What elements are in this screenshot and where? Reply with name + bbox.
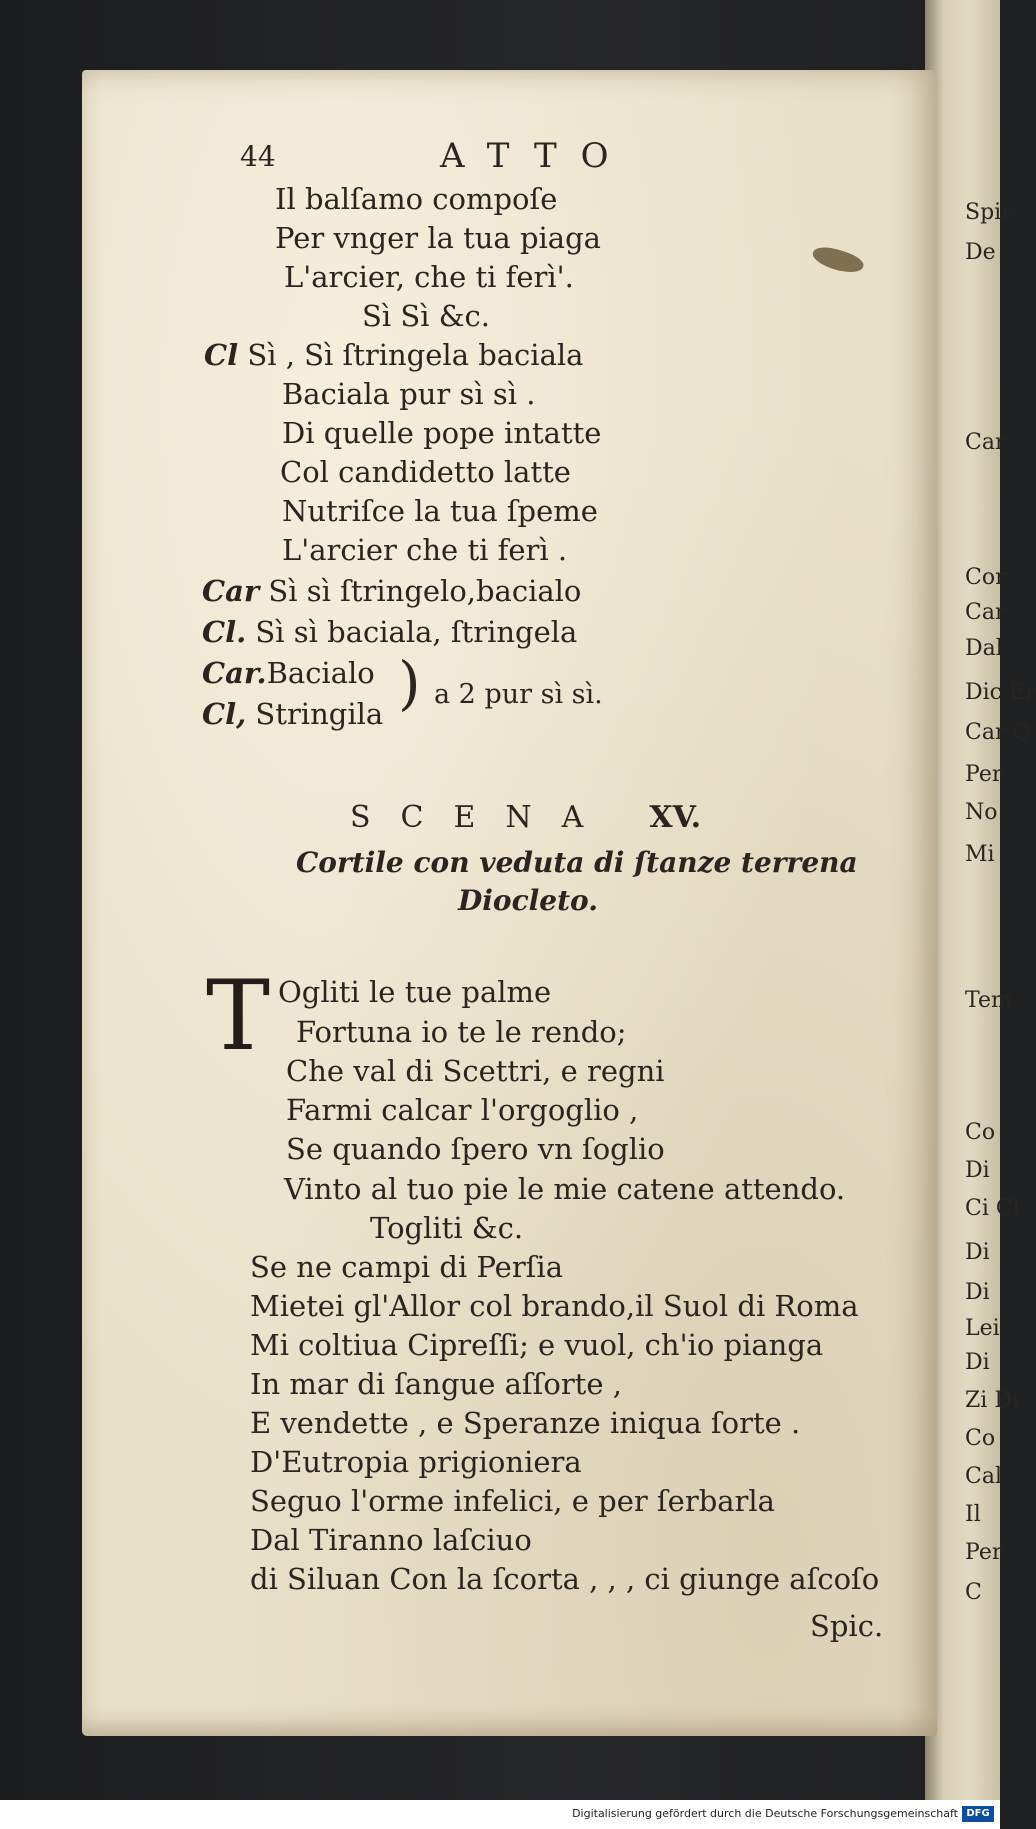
facing-page-fragment: Dic Er (965, 680, 1036, 705)
scene-heading (350, 800, 701, 835)
speech-line: Se quando ſpero vn ſoglio (286, 1132, 665, 1166)
drop-cap: T (206, 960, 271, 1072)
speaker-tag: Cl. (202, 615, 247, 649)
verse-line: Car Sì sì ſtringelo,bacialo (202, 574, 582, 608)
catchword: Spic. (810, 1609, 884, 1643)
facing-page-fragment: C (965, 1580, 982, 1605)
facing-page-fragment: Zi Di (965, 1388, 1019, 1413)
scene-label: SCENA (350, 800, 614, 835)
facing-page-fragment: Cor (965, 565, 1006, 590)
facing-page-fragment: Per (965, 1540, 1003, 1565)
running-head-title: ATTO (440, 136, 633, 176)
speech-line: Mietei gl'Allor col brando,il Suol di Roma (250, 1289, 859, 1323)
facing-page-fragment: No (965, 800, 998, 825)
facing-page-fragment: Cal (965, 1464, 1002, 1489)
facing-page-fragment: Di (965, 1280, 990, 1305)
speech-line: E vendette , e Speranze iniqua ſorte . (250, 1406, 801, 1440)
facing-page-fragment: Lei (965, 1316, 1000, 1341)
duet-shared-line: a 2 pur sì sì. (434, 679, 603, 710)
facing-page-fragment: Co (965, 1426, 996, 1451)
facing-page-fragment: Dal (965, 636, 1003, 661)
scene-number: XV. (649, 800, 702, 835)
facing-page-fragment: Di (965, 1350, 990, 1375)
verse-line: Di quelle pope intatte (282, 416, 602, 450)
footer-credit: Digitalisierung gefördert durch die Deutsche Forschungsgemeinschaft (572, 1807, 958, 1820)
duet-line: Car.Bacialo (202, 656, 375, 690)
speech-line: Ogliti le tue palme (278, 975, 552, 1009)
digitization-footer (0, 1800, 1000, 1829)
speech-line: In mar di ſangue aſſorte , (250, 1367, 622, 1401)
scene-character: Diocleto. (458, 884, 598, 917)
facing-page-fragment: Car (965, 600, 1006, 625)
speaker-tag: Car (202, 574, 260, 608)
speech-line: Fortuna io te le rendo; (296, 1015, 627, 1049)
verse-line: Col candidetto latte (280, 455, 571, 489)
verse-line: Nutriſce la tua ſpeme (282, 494, 598, 528)
dfg-logo: DFG (962, 1806, 994, 1822)
speaker-tag: Car. (202, 656, 267, 690)
facing-page-fragment: Mi (965, 842, 995, 867)
facing-page-fragment: De (965, 240, 996, 265)
facing-page-fragment: Di (965, 1158, 990, 1183)
scene-setting: Cortile con veduta di ſtanze terrena (296, 846, 858, 879)
speech-line: Togliti &c. (370, 1211, 524, 1245)
duet-line: Cl, Stringila (202, 697, 384, 731)
facing-page-fragment: Car (965, 430, 1006, 455)
facing-page-fragment: Tem (965, 988, 1012, 1013)
verse-line: Il balſamo compoſe (275, 182, 558, 216)
speaker-tag: Cl, (202, 697, 247, 731)
verse-line: Cl. Sì sì baciala, ſtringela (202, 615, 578, 649)
verse-line: Sì Sì &c. (362, 299, 490, 333)
verse-line: L'arcier che ti ferì . (282, 533, 568, 567)
speaker-tag: Cl (204, 338, 239, 372)
speech-line: D'Eutropia prigioniera (250, 1445, 582, 1479)
brace-mark: ) (398, 649, 421, 717)
verse-line: L'arcier, che ti ferì'. (284, 260, 574, 294)
facing-page-fragment: Co (965, 1120, 996, 1145)
page-number: 44 (240, 140, 276, 173)
verse-line: Per vnger la tua piaga (275, 221, 601, 255)
speech-line: Dal Tiranno laſciuo (250, 1523, 532, 1557)
facing-page-fragment: Car Q (965, 720, 1031, 745)
facing-page-fragment: Per (965, 762, 1003, 787)
speech-line: di Siluan Con la ſcorta , , , ci giunge aſcoſo (250, 1562, 880, 1596)
facing-page-fragment: Spir (965, 200, 1012, 225)
facing-page-fragment: Il (965, 1502, 981, 1527)
verse-line: Cl Sì , Sì ſtringela baciala (204, 338, 584, 372)
facing-page-fragment: Di (965, 1240, 990, 1265)
verse-line: Baciala pur sì sì . (282, 377, 536, 411)
facing-page-fragment: Ci Cl (965, 1196, 1020, 1221)
speech-line: Seguo l'orme infelici, e per ſerbarla (250, 1484, 775, 1518)
speech-line: Mi coltiua Cipreſſi; e vuol, ch'io pianga (250, 1328, 824, 1362)
speech-line: Vinto al tuo pie le mie catene attendo. (284, 1172, 846, 1206)
speech-line: Se ne campi di Perſia (250, 1250, 563, 1284)
speech-line: Che val di Scettri, e regni (286, 1054, 665, 1088)
speech-line: Farmi calcar l'orgoglio , (286, 1093, 639, 1127)
